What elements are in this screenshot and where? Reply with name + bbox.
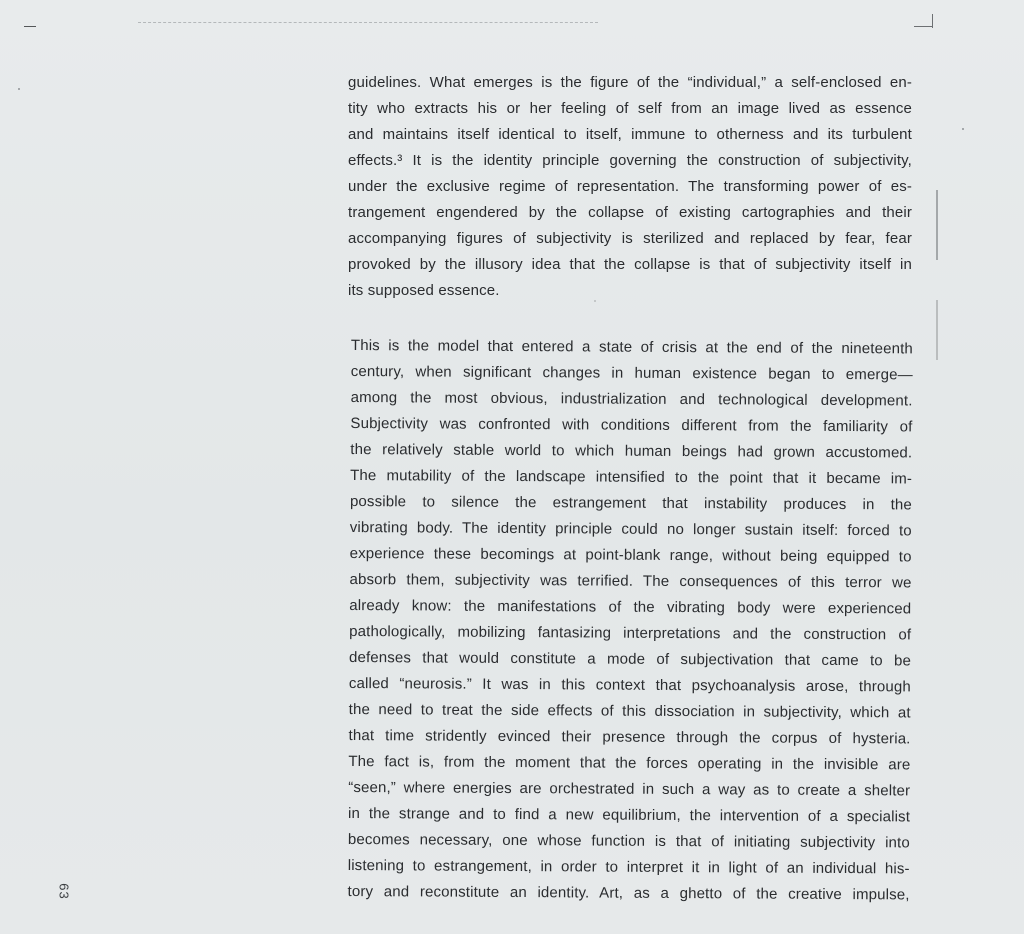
text-line: “seen,” where energies are orchestrated in such a way as to create a shelter (348, 778, 911, 800)
text-line: the relatively stable world to which human beings had grown accustomed. (350, 440, 913, 462)
text-line: tory and reconstitute an identity. Art, as a ghetto of the creative impulse, (347, 882, 910, 904)
body-paragraph-2 (348, 333, 913, 908)
text-line: experience these becomings at point-blank range, without being equipped to (349, 544, 912, 566)
text-line: The mutability of the landscape intensified to the point that it became im- (350, 466, 913, 488)
text-line: absorb them, subjectivity was terrified. The consequences of this terror we (349, 570, 912, 592)
text-line: trangement engendered by the collapse of existing cartographies and their (348, 204, 912, 221)
scan-artifact-dash (24, 26, 36, 27)
text-line: effects.³ It is the identity principle governing the construction of subjectivity, (348, 152, 912, 169)
scan-speck (18, 88, 20, 90)
text-line: and maintains itself identical to itself, immune to otherness and its turbulent (348, 126, 912, 143)
scan-speck (962, 128, 964, 130)
text-line: its supposed essence. (348, 282, 500, 299)
text-line: among the most obvious, industrialization and technological development. (350, 388, 913, 410)
text-line: that time stridently evinced their presence through the corpus of hysteria. (348, 726, 911, 748)
page-number: 63 (56, 883, 72, 900)
text-line: Subjectivity was confronted with conditions different from the familiarity of (350, 414, 913, 436)
text-line: defenses that would constitute a mode of subjectivation that came to be (348, 648, 912, 670)
text-line: guidelines. What emerges is the figure of the “individual,” a self-enclosed en- (348, 74, 912, 91)
text-line: under the exclusive regime of representation. The transforming power of es- (348, 178, 912, 195)
scan-artifact-top-line (138, 22, 598, 23)
text-line: century, when significant changes in human existence began to emerge— (350, 362, 913, 384)
body-paragraph-1 (348, 70, 912, 304)
text-line: provoked by the illusory idea that the collapse is that of subjectivity itself in (348, 256, 912, 273)
text-line: called “neurosis.” It was in this context that psychoanalysis arose, through (348, 674, 911, 696)
text-line: pathologically, mobilizing fantasizing interpretations and the construction of (349, 622, 912, 644)
text-line: listening to estrangement, in order to interpret it in light of an individual his- (347, 856, 910, 878)
scan-artifact-edge-mark (936, 190, 938, 260)
text-line: possible to silence the estrangement that instability produces in the (349, 492, 913, 514)
text-line: in the strange and to find a new equilibrium, the intervention of a specialist (348, 804, 911, 826)
text-line: accompanying figures of subjectivity is sterilized and replaced by fear, fear (348, 230, 912, 247)
text-line: vibrating body. The identity principle could no longer sustain itself: forced to (349, 518, 912, 540)
scan-artifact-corner-mark (914, 14, 933, 28)
text-line: tity who extracts his or her feeling of self from an image lived as essence (348, 100, 912, 117)
text-line: already know: the manifestations of the vibrating body were experienced (349, 596, 912, 618)
text-line: This is the model that entered a state of crisis at the end of the nineteenth (350, 336, 913, 358)
text-line: The fact is, from the moment that the forces operating in the invisible are (348, 752, 911, 774)
text-line: the need to treat the side effects of this dissociation in subjectivity, which at (348, 700, 911, 722)
text-line: becomes necessary, one whose function is that of initiating subjectivity into (347, 830, 910, 852)
scan-artifact-edge-mark (936, 300, 938, 360)
